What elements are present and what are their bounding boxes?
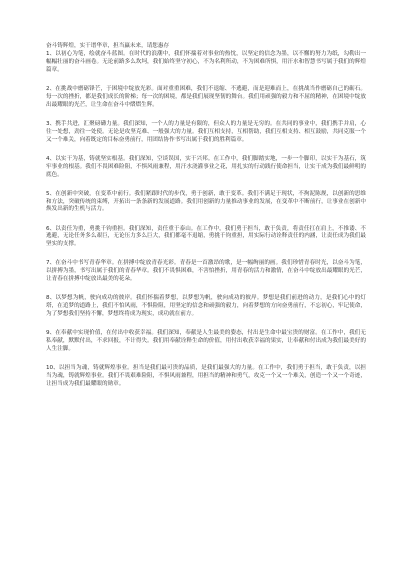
paragraph-5: 5、在创新中突破，在变革中前行。我们紧跟时代的步伐，勇于创新，敢于变革。我们不满足于现状，不拘泥陈规，以创新的思维和方法，突破传统的束缚，开拓出一条条新的发展道路。我们用创新的力量推动事业的发展，在变革中不断前行，让事业在创新中焕发出新的生机与活力。 [46,190,366,213]
paragraph-10: 10、以担当为魂，铸就辉煌事业。担当是我们最可贵的品质，是我们最强大的力量。在工作中，我们勇于担当，敢于负责，以担当为魂，铸就辉煌事业。我们不畏艰难险阻，不惧风雨兼程，用担当的精神和勇气，攻克一个又一个难关，创造一个又一个奇迹，让担当成为我们最耀眼的勋章。 [46,365,366,387]
paragraph-4: 4、以实干为基，铸就坚实根基。我们深知，空谈误国，实干兴邦。在工作中，我们脚踏实地，一步一个脚印，以实干为基石，筑牢事业的根基。我们不畏困难险阻，不惧风雨兼程，用汗水浇灌事业之花，用扎实的行动践行使命担当，让实干成为我们最鲜明的底色。 [46,155,366,178]
document-title: 奋斗铸辉煌，实干谱华章，担当赢未来，请您惠存 [46,43,170,49]
paragraph-1: 1、以初心为笔，绘就奋斗蓝图。在时代的浪潮中，我们怀揣着对事业的热忱，以坚定的信念为墨，以不懈的努力为纸，勾勒出一幅幅壮丽的奋斗画卷。无论前路多么坎坷，我们始终坚守初心，不为名利所动，不为困难所惧，用汗水和智慧书写属于我们的辉煌篇章。 [46,51,366,73]
paragraph-2: 2、在挑战中磨砺锋芒，于困境中绽放光彩。面对重重困难，我们不退缩、不逃避，而是迎难而上，在挑战当作磨砺自己的砺石。每一次的挫折，都是我们成长的阶梯；每一次的困境，都是我们展现坚韧的舞台。我们用顽强的毅力和不屈的精神，在困境中绽放出最耀眼的光芒，让生命在奋斗中熠熠生辉。 [46,85,366,108]
paragraph-7: 7、在奋斗中书写青春华章。在拼搏中绽放青春光彩。青春是一首激昂的歌，是一幅绚丽的画。我们珍惜青春时光，以奋斗为笔，以拼搏为墨，书写出属于我们的青春华章。我们不畏惧困难，不害怕挫折，用青春的活力和激情，在奋斗中绽放出最耀眼的光芒，让青春在拼搏中绽放出最美的花朵。 [46,260,366,283]
paragraph-9: 9、在奉献中实现价值，在付出中收获幸福。我们深知，奉献是人生最美的姿态，付出是生命中最宝贵的财富。在工作中，我们无私奉献，默默付出，不求回报，不计得失。我们用奉献诠释生命的价值，用付出收获幸福的果实，让奉献和付出成为我们最美好的人生注脚。 [46,330,366,353]
paragraph-8: 8、以梦想为帆，驶向成功的彼岸。我们怀揣着梦想，以梦想为帆，驶向成功的彼岸。梦想是我们前进的动力，是我们心中的灯塔，在追梦的道路上，我们不怕风雨，不惧险阻，用坚定的信念和顽强的毅力，向着梦想的方向奋勇前行，不忘初心，牢记使命，为了梦想我们坚持不懈，梦想终将成为现实，成功就在前方。 [46,295,366,318]
paragraph-6: 6、以责任为重，勇挑千钧重担。我们深知，责任重于泰山。在工作中，我们勇于担当，敢于负责，将责任扛在肩上，不推诿、不逃避，无论任务多么艰巨，无论压力多么巨大，我们都毫不退缩，勇挑千钧重担，用实际行动诠释责任的内涵，让责任成为我们最坚实的支撑。 [46,225,366,248]
paragraph-3: 3、携手共进，汇聚磅礴力量。我们深知，一个人的力量是有限的，但众人的力量是无穷的。在共同的事业中，我们携手并肩，心往一处想，劲往一处使。无论是攻坚克难、一般强大的力量。我们互相支持，互相帮助，我们互相支持、相互鼓励，共同克服一个又一个难关，向着既定的目标奋勇前行，用团结协作书写出属于我们的胜利篇章。 [46,120,366,143]
